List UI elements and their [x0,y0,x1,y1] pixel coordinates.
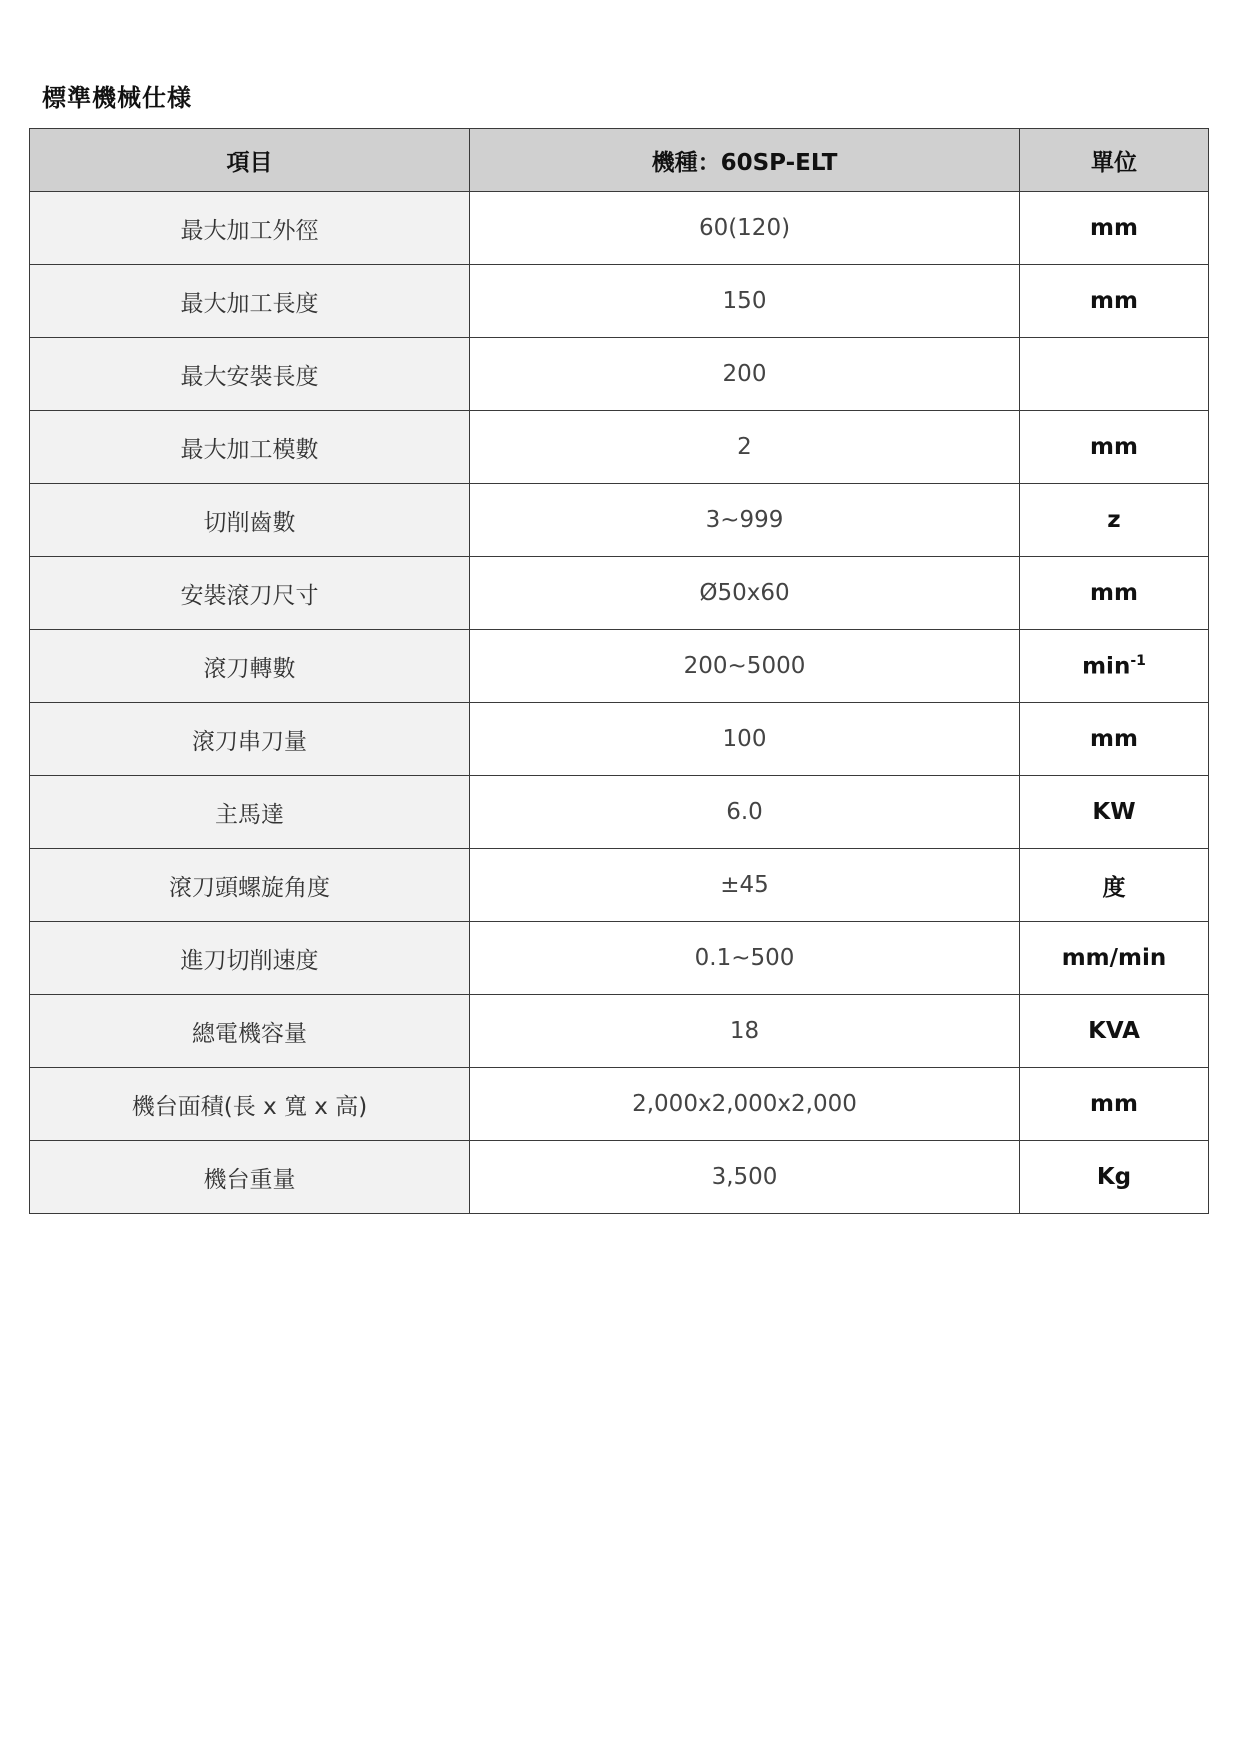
table-row [30,703,1209,776]
unit-superscript: -1 [1130,652,1146,669]
row-value: 6.0 [470,776,1020,849]
document-title: 標準機械仕様 [42,84,192,112]
unit-text: Kg [1096,1164,1132,1190]
unit-text: mm/min [1061,945,1167,971]
row-value: 200 [470,338,1020,411]
row-item: 切削齒數 [30,484,470,557]
row-item: 進刀切削速度 [30,922,470,995]
table-row [30,265,1209,338]
unit-text: mm [1090,434,1138,460]
table-row [30,849,1209,922]
table-row [30,1068,1209,1141]
unit-text: mm [1090,215,1138,241]
unit-text: mm [1090,726,1138,752]
unit-text: KVA [1088,1018,1140,1044]
row-unit [1020,338,1209,411]
row-item: 最大加工長度 [30,265,470,338]
row-value: 2,000x2,000x2,000 [470,1068,1020,1141]
row-unit [1020,630,1209,703]
row-value: 60(120) [470,192,1020,265]
row-value: 0.1~500 [470,922,1020,995]
row-value: 2 [470,411,1020,484]
row-unit [1020,849,1209,922]
row-unit [1020,557,1209,630]
row-item: 最大加工外徑 [30,192,470,265]
unit-text: KW [1092,799,1136,825]
row-unit [1020,995,1209,1068]
table-row [30,557,1209,630]
table-row [30,411,1209,484]
unit-text: 度 [1102,874,1126,901]
unit-text: mm [1090,1091,1138,1117]
table-row [30,922,1209,995]
table-row [30,1141,1209,1214]
row-item: 主馬達 [30,776,470,849]
table-row [30,338,1209,411]
row-item: 滾刀頭螺旋角度 [30,849,470,922]
unit-text: mm [1090,288,1138,314]
row-unit [1020,922,1209,995]
table-body [30,192,1209,1214]
row-unit [1020,484,1209,557]
row-unit [1020,1068,1209,1141]
row-value: ±45 [470,849,1020,922]
header-row [30,129,1209,192]
row-item: 滾刀轉數 [30,630,470,703]
header-item: 項目 [30,129,470,192]
unit-text: min [1082,653,1131,680]
table-row [30,192,1209,265]
row-value: 150 [470,265,1020,338]
row-unit [1020,1141,1209,1214]
row-item: 總電機容量 [30,995,470,1068]
row-unit [1020,776,1209,849]
row-item: 滾刀串刀量 [30,703,470,776]
header-model: 機種：60SP-ELT [470,129,1020,192]
row-item: 機台重量 [30,1141,470,1214]
row-value: 200~5000 [470,630,1020,703]
spec-table [29,128,1209,1214]
row-value: 3,500 [470,1141,1020,1214]
row-unit [1020,265,1209,338]
row-unit [1020,703,1209,776]
row-item: 最大安裝長度 [30,338,470,411]
table-row [30,776,1209,849]
row-item: 安裝滾刀尺寸 [30,557,470,630]
row-unit [1020,411,1209,484]
table-header [30,129,1209,192]
row-value: Ø50x60 [470,557,1020,630]
row-unit [1020,192,1209,265]
table-row [30,484,1209,557]
unit-text: mm [1090,580,1138,606]
table-row [30,630,1209,703]
header-unit: 單位 [1020,129,1209,192]
row-item: 機台面積(長 x 寬 x 高) [30,1068,470,1141]
unit-text: z [1107,507,1121,533]
row-value: 18 [470,995,1020,1068]
row-value: 3~999 [470,484,1020,557]
row-item: 最大加工模數 [30,411,470,484]
row-value: 100 [470,703,1020,776]
table-row [30,995,1209,1068]
